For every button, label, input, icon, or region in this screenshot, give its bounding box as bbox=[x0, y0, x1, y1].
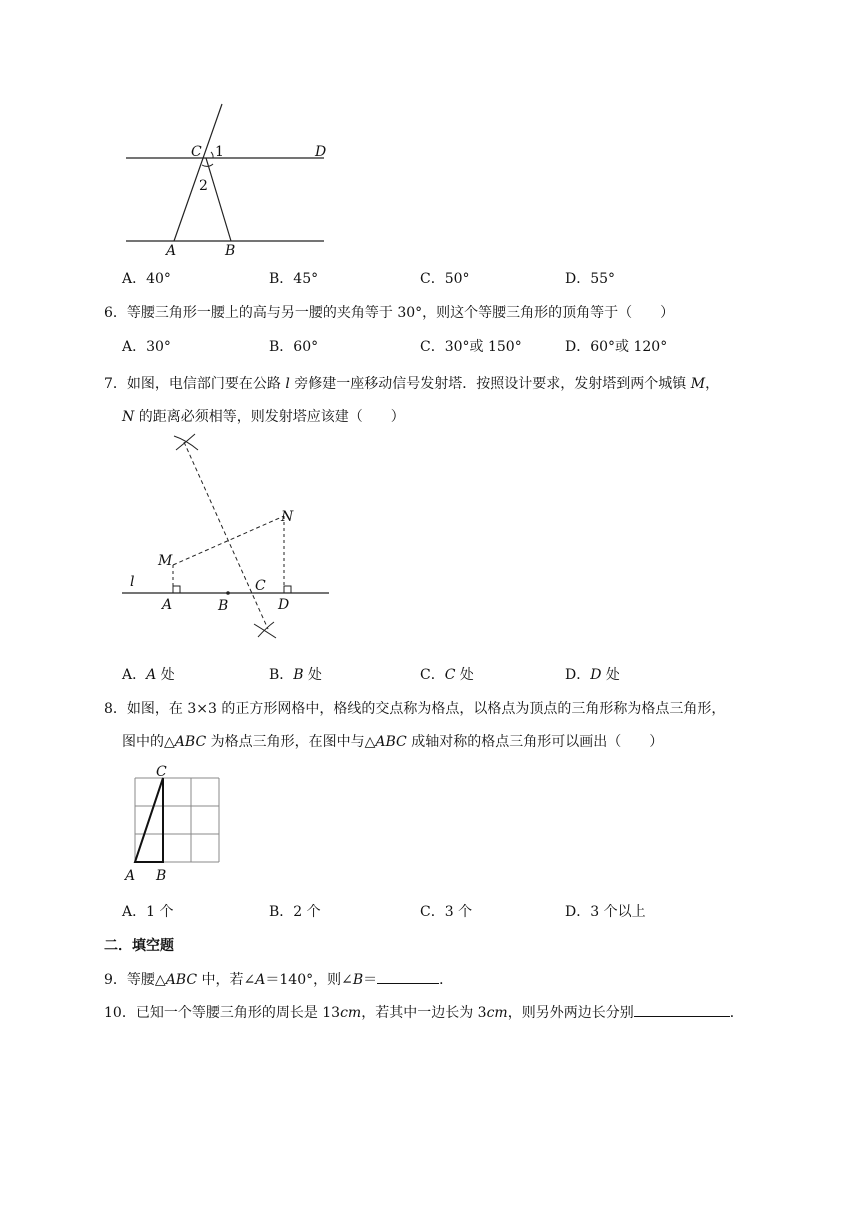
q6-option-d[interactable]: D．60°或 120° bbox=[565, 339, 668, 355]
q10-text-b: ，若其中一边长为 3 bbox=[361, 1005, 487, 1021]
q7-option-a-var: A bbox=[146, 667, 157, 683]
q6-options bbox=[122, 336, 742, 356]
fig5-label-D: D bbox=[315, 144, 327, 160]
q8-option-c[interactable]: C．3 个 bbox=[420, 904, 473, 920]
q5-option-b[interactable]: B．45° bbox=[269, 271, 319, 287]
q8-text-c: 成轴对称的格点三角形可以画出（ ） bbox=[406, 734, 664, 750]
q9-answer-blank[interactable] bbox=[377, 969, 439, 984]
q7-var-m: M bbox=[690, 376, 706, 392]
q9-var-abc: ABC bbox=[165, 972, 198, 988]
q9-var-a: A bbox=[255, 972, 266, 988]
q8-option-a[interactable]: A．1 个 bbox=[122, 904, 174, 920]
figure-tower-location bbox=[118, 432, 338, 642]
q7-option-b-prefix: B． bbox=[269, 667, 294, 683]
q9-text-d: ＝ bbox=[363, 972, 378, 988]
q7-option-d[interactable] bbox=[565, 664, 620, 684]
q5-option-a[interactable]: A．40° bbox=[122, 271, 171, 287]
q8-text-a: 图中的△ bbox=[122, 734, 175, 750]
q7-text-d: 的距离必须相等，则发射塔应该建（ ） bbox=[134, 409, 405, 425]
fig5-label-1: 1 bbox=[215, 144, 224, 160]
q10-text-a: 10．已知一个等腰三角形的周长是 13 bbox=[104, 1005, 341, 1021]
fig7-label-M: M bbox=[158, 553, 173, 569]
q10-text-end: ． bbox=[729, 1005, 744, 1021]
q10-text-c: ，则另外两边长分别 bbox=[507, 1005, 634, 1021]
q8-text-b: 为格点三角形，在图中与△ bbox=[206, 734, 376, 750]
q5-options bbox=[122, 268, 742, 288]
q7-option-b[interactable] bbox=[269, 664, 322, 684]
q7-options bbox=[122, 664, 742, 684]
q7-var-n: N bbox=[122, 409, 135, 425]
q7-option-b-var: B bbox=[293, 667, 304, 683]
q6-option-c[interactable]: C．30°或 150° bbox=[420, 339, 522, 355]
q7-text-c: ， bbox=[705, 376, 720, 392]
q5-option-c[interactable]: C．50° bbox=[420, 271, 470, 287]
figure-parallel-lines bbox=[118, 100, 338, 260]
q7-var-l: l bbox=[285, 376, 290, 392]
fig5-label-C: C bbox=[191, 144, 202, 160]
q7-option-c[interactable] bbox=[420, 664, 474, 684]
q9-text-b: 中，若∠ bbox=[197, 972, 256, 988]
q10-unit-1: cm bbox=[340, 1005, 362, 1021]
q5-option-d[interactable]: D．55° bbox=[565, 271, 616, 287]
fig8-label-A: A bbox=[125, 868, 136, 884]
q7-option-c-var: C bbox=[444, 667, 456, 683]
q8-stem-line1: 8．如图，在 3×3 的正方形网格中，格线的交点称为格点，以格点为顶点的三角形称为格点三角形， bbox=[104, 701, 726, 717]
q9-text-a: 9．等腰△ bbox=[104, 972, 166, 988]
q8-option-d[interactable]: D．3 个以上 bbox=[565, 904, 646, 920]
fig5-label-B: B bbox=[225, 243, 236, 259]
fig8-label-B: B bbox=[156, 868, 167, 884]
q10-answer-blank[interactable] bbox=[634, 1002, 730, 1017]
q7-option-a-suffix: 处 bbox=[156, 667, 175, 683]
q7-stem-line2 bbox=[122, 406, 405, 426]
q10-stem bbox=[104, 1002, 744, 1022]
fig7-label-B: B bbox=[218, 598, 229, 614]
q9-stem bbox=[104, 969, 453, 989]
q7-option-d-var: D bbox=[590, 667, 602, 683]
q6-stem: 6．等腰三角形一腰上的高与另一腰的夹角等于 30°，则这个等腰三角形的顶角等于（ ） bbox=[104, 305, 675, 321]
q8-options bbox=[122, 901, 742, 921]
fig7-label-C: C bbox=[255, 578, 266, 594]
fig7-label-l: l bbox=[130, 574, 135, 590]
q7-option-a[interactable] bbox=[122, 664, 175, 684]
q7-option-b-suffix: 处 bbox=[303, 667, 323, 683]
figure-grid-triangle bbox=[118, 762, 238, 888]
fig5-label-2: 2 bbox=[199, 178, 208, 194]
q7-option-d-prefix: D． bbox=[565, 667, 591, 683]
q8-var-abc: ABC bbox=[174, 734, 207, 750]
q7-option-c-suffix: 处 bbox=[455, 667, 474, 683]
q7-option-c-prefix: C． bbox=[420, 667, 445, 683]
fig5-label-A: A bbox=[166, 243, 177, 259]
fig7-label-A: A bbox=[162, 597, 173, 613]
q7-option-a-prefix: A． bbox=[122, 667, 147, 683]
q10-unit-2: cm bbox=[486, 1005, 508, 1021]
q8-option-b[interactable]: B．2 个 bbox=[269, 904, 321, 920]
fig7-label-N: N bbox=[281, 509, 294, 525]
q9-var-b: B bbox=[352, 972, 364, 988]
q9-text-end: ． bbox=[439, 972, 454, 988]
q7-text-b: 旁修建一座移动信号发射塔．按照设计要求，发射塔到两个城镇 bbox=[289, 376, 691, 392]
q6-option-b[interactable]: B．60° bbox=[269, 339, 319, 355]
q6-option-a[interactable]: A．30° bbox=[122, 339, 171, 355]
q7-text-a: 7．如图，电信部门要在公路 bbox=[104, 376, 286, 392]
fig7-label-D: D bbox=[278, 597, 290, 613]
q7-stem-line1 bbox=[104, 373, 719, 393]
q8-var-abc2: ABC bbox=[375, 734, 407, 750]
fig8-label-C: C bbox=[156, 764, 167, 780]
section-title-fill-in: 二．填空题 bbox=[104, 938, 174, 954]
q7-option-d-suffix: 处 bbox=[601, 667, 620, 683]
q9-text-c: ＝140°，则∠ bbox=[265, 972, 353, 988]
q8-stem-line2 bbox=[122, 731, 663, 751]
